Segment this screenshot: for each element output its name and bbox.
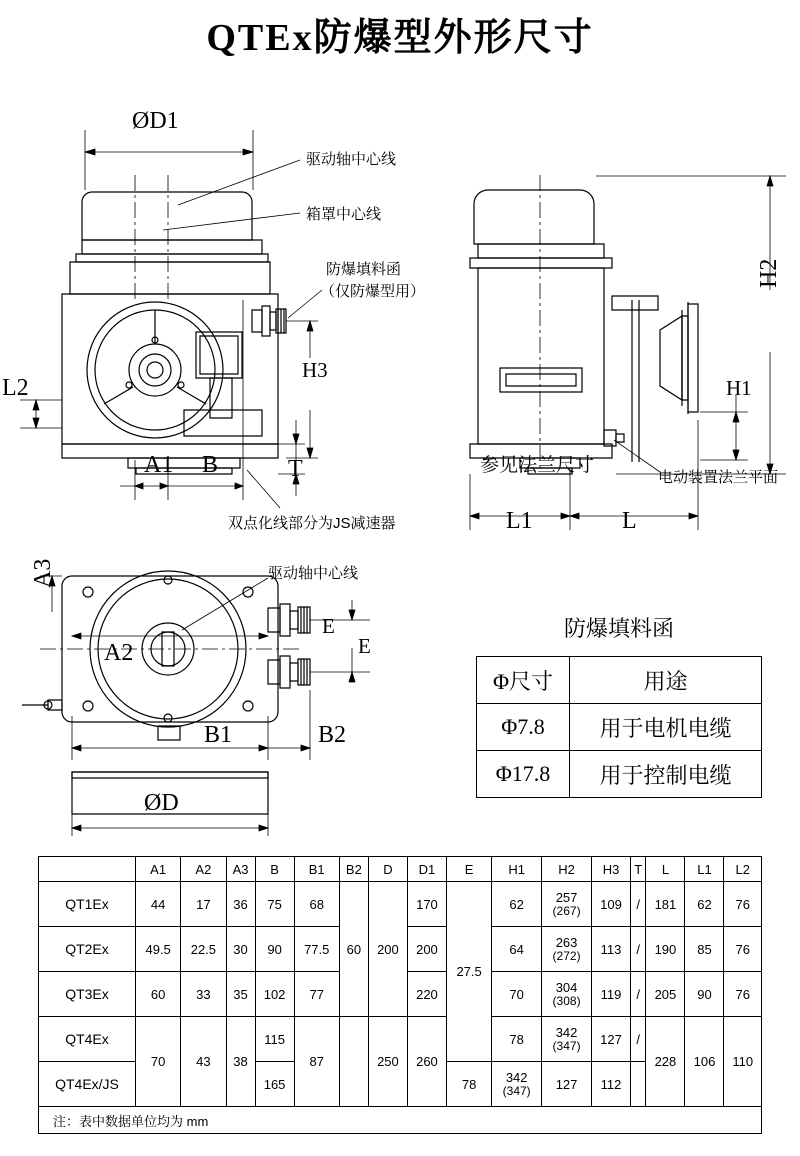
cell-L1-merged: 106	[685, 1017, 724, 1107]
model-qt3ex: QT3Ex	[39, 972, 136, 1017]
col-A3: A3	[226, 857, 255, 882]
cell-H2-main: 304	[555, 980, 578, 996]
cell-D1-merged: 260	[407, 1017, 446, 1107]
table-row	[477, 704, 762, 751]
col-model	[39, 857, 136, 882]
table-header-row	[39, 857, 762, 882]
annotation-cover-axis: 箱罩中心线	[306, 206, 382, 223]
cell-A3: 36	[226, 882, 255, 927]
dimension-label-A2: A2	[104, 640, 134, 666]
cell-L2: 76	[724, 927, 762, 972]
dimension-H2	[596, 176, 786, 474]
cell-B: 90	[255, 927, 294, 972]
cell-H2-sub: (272)	[552, 949, 581, 964]
cell-D1: 170	[407, 882, 446, 927]
cell-T: 112	[592, 1062, 631, 1107]
col-D: D	[368, 857, 407, 882]
dimension-label-B2: B2	[318, 722, 347, 748]
col-D1: D1	[407, 857, 446, 882]
gland-use-1: 用于电机电缆	[570, 704, 762, 751]
cell-H2-sub: (347)	[502, 1084, 531, 1099]
dimension-label-L: L	[622, 508, 637, 534]
gland-header-size: Φ尺寸	[477, 657, 570, 704]
dimension-label-A3: A3	[30, 558, 56, 588]
cell-H2	[492, 1062, 542, 1107]
cell-B2-merged: 60	[339, 882, 368, 1017]
gland-detail-view3	[268, 604, 310, 688]
cell-L2: 76	[724, 972, 762, 1017]
cell-L1: 62	[685, 882, 724, 927]
table-row	[477, 751, 762, 798]
dimension-D1	[85, 130, 253, 190]
cell-A1: 44	[136, 882, 181, 927]
dimension-label-D1: ØD1	[132, 108, 179, 134]
cell-B: 165	[255, 1062, 294, 1107]
col-T: T	[631, 857, 646, 882]
cell-A1: 60	[136, 972, 181, 1017]
cell-A2: 17	[181, 882, 226, 927]
cell-B1: 68	[294, 882, 339, 927]
dimension-label-E2: E	[358, 634, 371, 658]
dimension-label-E1: E	[322, 614, 335, 638]
cell-H3: 113	[592, 927, 631, 972]
dimension-H1	[700, 395, 748, 460]
dimension-label-H1: H1	[726, 376, 752, 400]
cell-H2-sub: (308)	[552, 994, 581, 1009]
dimension-label-L2: L2	[2, 375, 29, 401]
cell-A2-merged: 43	[181, 1017, 226, 1107]
cell-B: 75	[255, 882, 294, 927]
dimension-label-B1: B1	[204, 722, 233, 748]
cell-H3: 109	[592, 882, 631, 927]
cell-B1: 77.5	[294, 927, 339, 972]
annotation-flange-plane: 电动装置法兰平面	[658, 469, 779, 486]
page-title: QTEx防爆型外形尺寸	[206, 17, 594, 59]
annotation-gland-line2: （仅防爆型用）	[320, 283, 426, 300]
col-B: B	[255, 857, 294, 882]
col-B2: B2	[339, 857, 368, 882]
cell-L: 205	[646, 972, 685, 1017]
annotation-drive-axis-1: 驱动轴中心线	[306, 151, 397, 168]
gland-size-2: Φ17.8	[477, 751, 570, 798]
cell-A2: 22.5	[181, 927, 226, 972]
model-qt1ex: QT1Ex	[39, 882, 136, 927]
table-row	[39, 1017, 762, 1062]
cell-D-merged: 200	[368, 882, 407, 1017]
cell-B: 102	[255, 972, 294, 1017]
cell-E-merged: 27.5	[446, 882, 491, 1062]
cell-H2-sub: (347)	[552, 1039, 581, 1054]
col-L2: L2	[724, 857, 762, 882]
cell-T: /	[631, 1017, 646, 1062]
cell-A3: 35	[226, 972, 255, 1017]
cell-H2	[542, 972, 592, 1017]
cell-L1: 90	[685, 972, 724, 1017]
specification-table	[38, 856, 762, 1134]
gland-size-1: Φ7.8	[477, 704, 570, 751]
col-H1: H1	[492, 857, 542, 882]
col-H3: H3	[592, 857, 631, 882]
annotation-flange-ref: 参见法兰尺寸	[480, 455, 595, 476]
table-row	[477, 657, 762, 704]
cell-D1: 200	[407, 927, 446, 972]
dimension-B1-B2	[72, 690, 310, 760]
cell-A2: 33	[181, 972, 226, 1017]
model-qt4ex: QT4Ex	[39, 1017, 136, 1062]
col-L: L	[646, 857, 685, 882]
dimension-label-L1: L1	[506, 508, 533, 534]
col-A2: A2	[181, 857, 226, 882]
annotation-js-note: 双点化线部分为JS减速器	[228, 515, 396, 532]
cell-B1-merged: 87	[294, 1017, 339, 1107]
cell-H1: 70	[492, 972, 542, 1017]
dimension-label-T: T	[288, 456, 303, 482]
table-row	[39, 882, 762, 927]
cell-D-merged2: 250	[368, 1017, 407, 1107]
cell-L2: 76	[724, 882, 762, 927]
col-B1: B1	[294, 857, 339, 882]
annotation-gland-line1: 防爆填料函	[326, 261, 402, 278]
dimension-label-D: ØD	[144, 790, 179, 816]
cell-H3: 127	[592, 1017, 631, 1062]
dimension-label-B: B	[202, 452, 219, 478]
cell-H3: 119	[592, 972, 631, 1017]
gland-table	[476, 656, 762, 798]
cell-H3: 127	[542, 1062, 592, 1107]
cell-B: 115	[255, 1017, 294, 1062]
cell-L1: 85	[685, 927, 724, 972]
cell-T: /	[631, 927, 646, 972]
cell-H2-sub: (267)	[552, 904, 581, 919]
col-E: E	[446, 857, 491, 882]
model-qt2ex: QT2Ex	[39, 927, 136, 972]
cell-A1-merged: 70	[136, 1017, 181, 1107]
table-note: 注：表中数据单位均为 mm	[39, 1107, 762, 1134]
annotation-drive-axis-2: 驱动轴中心线	[268, 565, 359, 582]
cell-L: 190	[646, 927, 685, 972]
col-H2: H2	[542, 857, 592, 882]
dimension-A1-B	[120, 300, 243, 500]
cell-T: /	[631, 882, 646, 927]
cell-H2-main: 257	[555, 890, 578, 906]
cell-L: 181	[646, 882, 685, 927]
cell-T: /	[631, 972, 646, 1017]
dimension-D	[72, 814, 268, 836]
gland-detail-view1	[252, 306, 286, 336]
table-row-note	[39, 1107, 762, 1134]
cell-A3-merged: 38	[226, 1017, 255, 1107]
cell-H2-main: 342	[505, 1070, 528, 1086]
cell-H1: 78	[492, 1017, 542, 1062]
cell-H2	[542, 1017, 592, 1062]
cell-H2	[542, 882, 592, 927]
col-L1: L1	[685, 857, 724, 882]
cell-L-merged: 228	[646, 1017, 685, 1107]
dimension-label-A1: A1	[144, 452, 174, 478]
cell-B1: 77	[294, 972, 339, 1017]
dimension-A2	[72, 633, 268, 639]
cell-H1: 62	[492, 882, 542, 927]
cell-L2-merged: 110	[724, 1017, 762, 1107]
gland-table-caption: 防爆填料函	[563, 616, 674, 641]
gland-use-2: 用于控制电缆	[570, 751, 762, 798]
gland-header-use: 用途	[570, 657, 762, 704]
cell-H2	[542, 927, 592, 972]
cell-H1: 64	[492, 927, 542, 972]
model-qt4ex-js: QT4Ex/JS	[39, 1062, 136, 1107]
cell-H2-main: 342	[555, 1025, 578, 1041]
dimension-label-H3: H3	[302, 358, 328, 382]
cell-A1: 49.5	[136, 927, 181, 972]
col-A1: A1	[136, 857, 181, 882]
cell-H1: 78	[446, 1062, 491, 1107]
cell-D1: 220	[407, 972, 446, 1017]
dimension-L2	[20, 400, 62, 428]
cell-A3: 30	[226, 927, 255, 972]
dimension-H3	[286, 321, 318, 458]
dimension-label-H2: H2	[756, 258, 782, 288]
cell-B2-merged2	[339, 1017, 368, 1107]
cell-H2-main: 263	[555, 935, 578, 951]
